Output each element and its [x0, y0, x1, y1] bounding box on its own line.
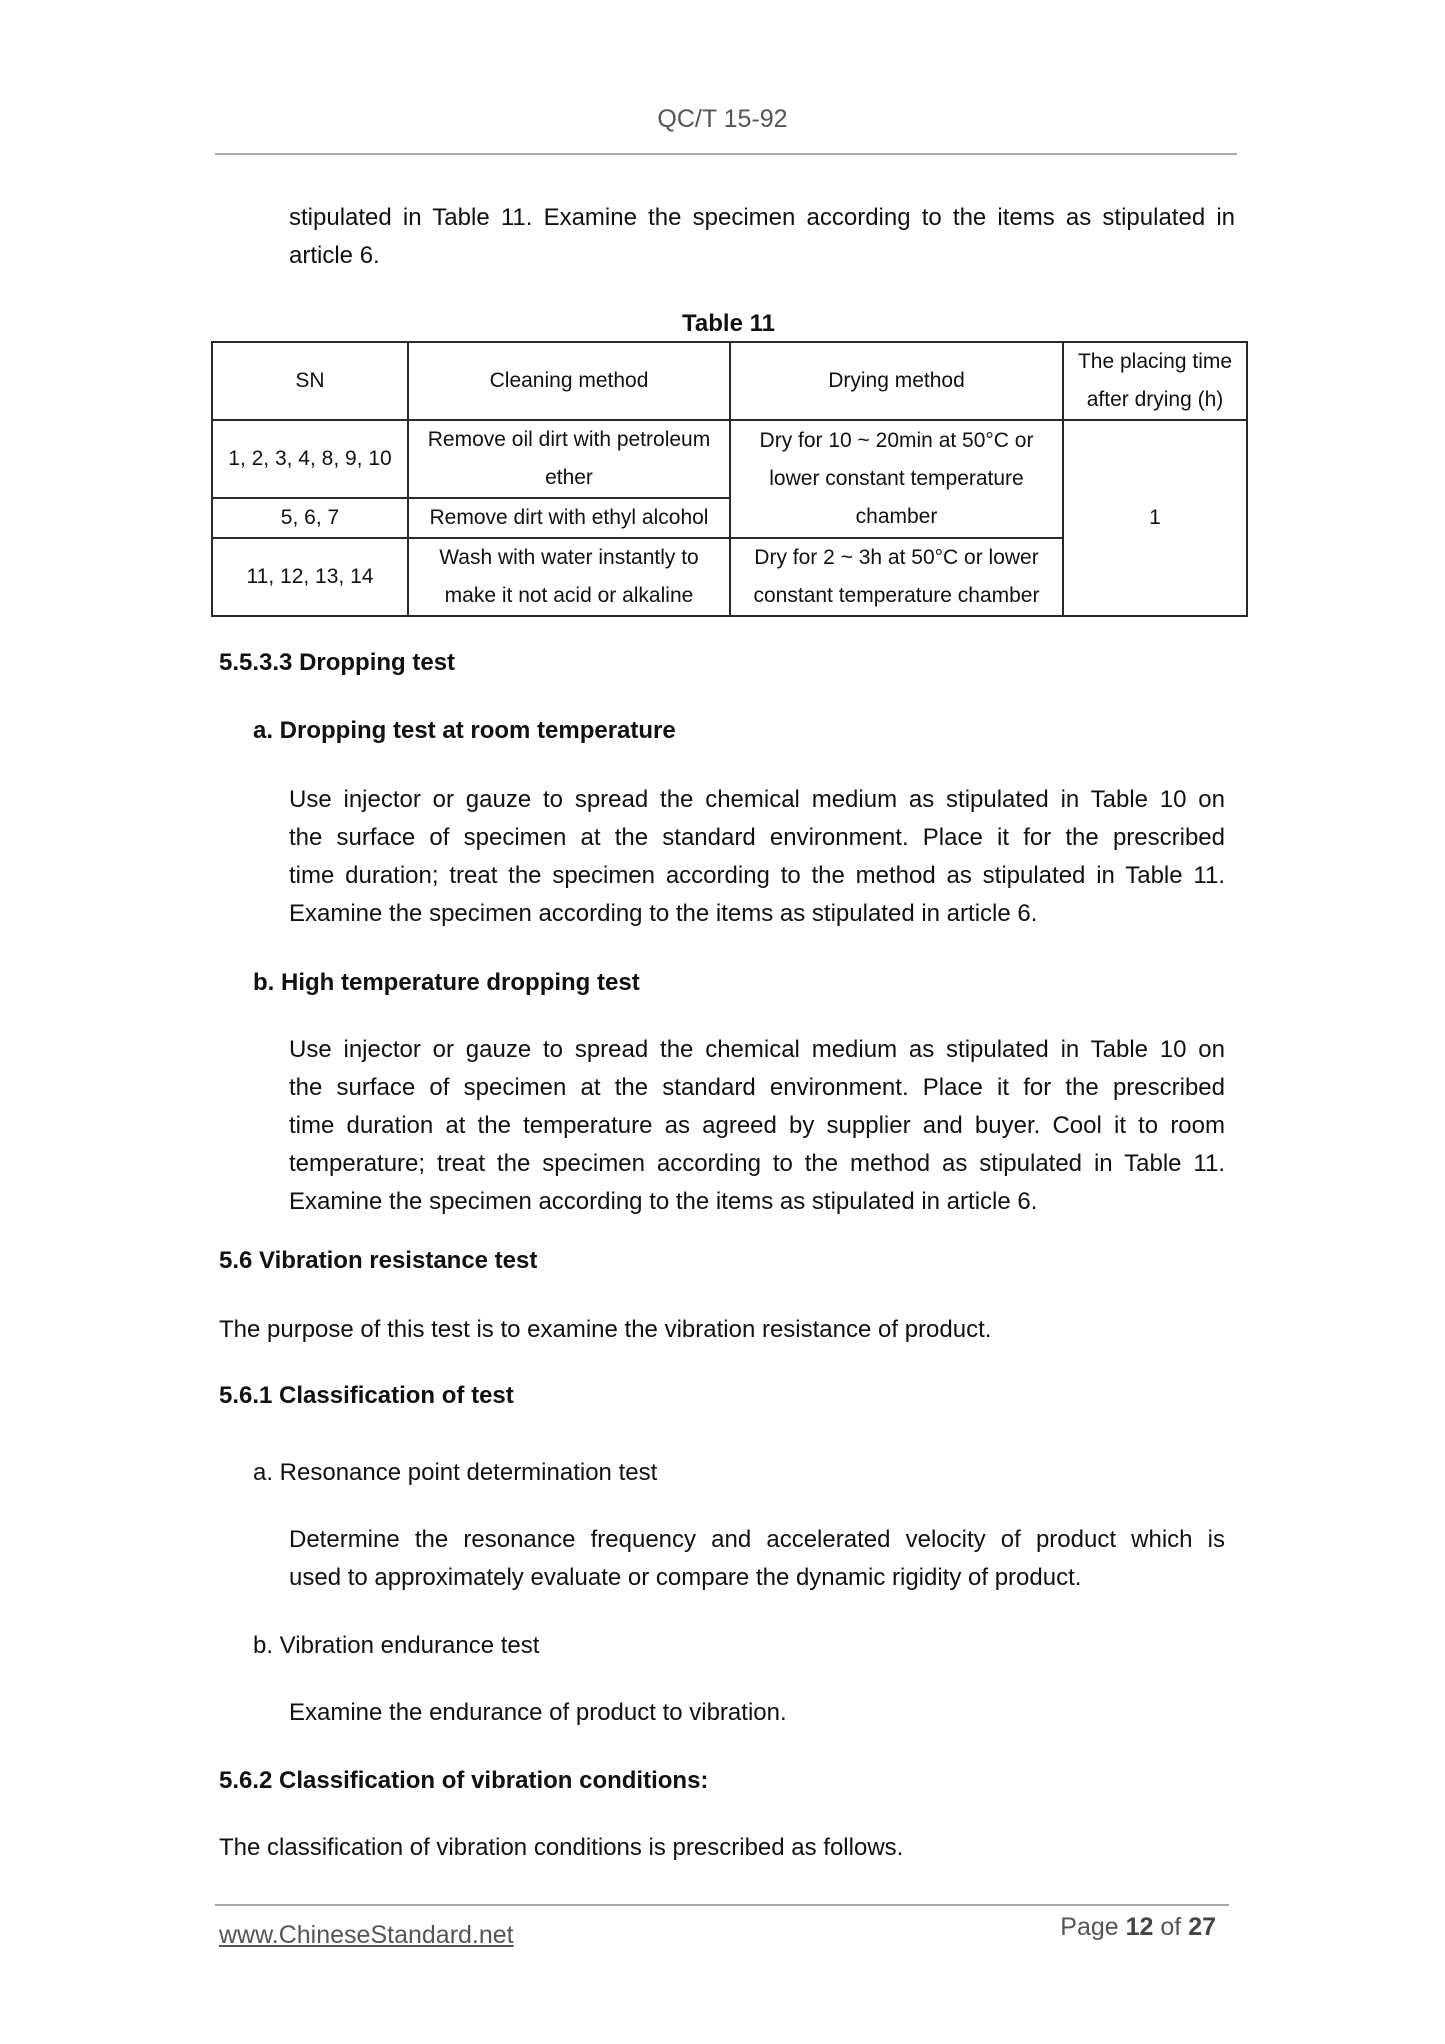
header-placing-time — [1063, 342, 1247, 420]
page-indicator — [1052, 1912, 1216, 1942]
resonance-para-line-2: used to approximately evaluate or compare the dynamic rigidity of product. — [289, 1564, 1082, 1591]
para-b-line-2: the surface of specimen at the standard environment. Place it for the prescribed — [289, 1074, 1225, 1101]
purpose-text: The purpose of this test is to examine the vibration resistance of product. — [219, 1316, 992, 1343]
subheading-b-high-temp: b. High temperature dropping test — [253, 969, 640, 996]
header-placing-time-line1: The placing time — [1077, 350, 1233, 373]
item-a-resonance: a. Resonance point determination test — [253, 1459, 658, 1486]
footer-divider — [215, 1904, 1229, 1906]
page-label: Page — [1060, 1913, 1119, 1941]
table-header-row — [212, 342, 1247, 420]
cell-drying-method-merged — [730, 420, 1063, 538]
intro-line-1: stipulated in Table 11. Examine the specimen according to the items as stipulated in — [289, 204, 1235, 231]
section-heading-5533: 5.5.3.3 Dropping test — [219, 649, 456, 676]
section-heading-562: 5.6.2 Classification of vibration conditions: — [219, 1767, 709, 1794]
para-b-line-1: Use injector or gauze to spread the chemical medium as stipulated in Table 10 on — [289, 1036, 1225, 1063]
cell-drying-method — [730, 538, 1063, 616]
header-placing-time-line2: after drying (h) — [1086, 388, 1224, 411]
cell-text-line: Dry for 2 ~ 3h at 50°C or lower — [754, 546, 1039, 569]
cell-text-line: constant temperature chamber — [753, 584, 1040, 607]
intro-line-2: article 6. — [289, 242, 380, 269]
header-sn: SN — [212, 342, 408, 420]
cell-text-line: Dry for 10 ~ 20min at 50°C or — [759, 429, 1034, 452]
cell-sn: 5, 6, 7 — [212, 498, 408, 538]
table-11 — [211, 341, 1248, 617]
cell-placing-time-merged: 1 — [1063, 420, 1247, 616]
cell-sn: 11, 12, 13, 14 — [212, 538, 408, 616]
para-a-line-4: Examine the specimen according to the items as stipulated in article 6. — [289, 900, 1038, 927]
para-b-line-5: Examine the specimen according to the items as stipulated in article 6. — [289, 1188, 1038, 1215]
page-current: 12 — [1125, 1913, 1154, 1941]
cell-text-line: make it not acid or alkaline — [444, 584, 694, 607]
page-total: 27 — [1188, 1913, 1216, 1941]
cell-text-line: ether — [545, 466, 593, 489]
cell-cleaning-method — [408, 538, 730, 616]
endurance-text: Examine the endurance of product to vibration. — [289, 1699, 787, 1726]
header-drying-method: Drying method — [730, 342, 1063, 420]
subheading-a-room-temp: a. Dropping test at room temperature — [253, 717, 676, 744]
item-b-endurance: b. Vibration endurance test — [253, 1632, 540, 1659]
para-a-line-1: Use injector or gauze to spread the chemical medium as stipulated in Table 10 on — [289, 786, 1225, 813]
table-caption: Table 11 — [682, 310, 775, 337]
para-a-line-3: time duration; treat the specimen according to the method as stipulated in Table 11. — [289, 862, 1225, 889]
resonance-para-line-1: Determine the resonance frequency and accelerated velocity of product which is — [289, 1526, 1225, 1553]
page-of-label: of — [1160, 1913, 1182, 1941]
para-a-line-2: the surface of specimen at the standard environment. Place it for the prescribed — [289, 824, 1225, 851]
section-heading-561: 5.6.1 Classification of test — [219, 1382, 514, 1409]
website-link[interactable]: www.ChineseStandard.net — [219, 1921, 514, 1949]
header-divider — [215, 153, 1237, 155]
header-cleaning-method: Cleaning method — [408, 342, 730, 420]
para-b-line-3: time duration at the temperature as agreed by supplier and buyer. Cool it to room — [289, 1112, 1225, 1139]
cell-cleaning-method — [408, 420, 730, 498]
table-row — [212, 420, 1247, 498]
para-b-line-4: temperature; treat the specimen according to the method as stipulated in Table 11. — [289, 1150, 1225, 1177]
document-code-header: QC/T 15-92 — [657, 105, 788, 133]
cell-text-line: lower constant temperature — [769, 467, 1024, 490]
section-heading-56: 5.6 Vibration resistance test — [219, 1247, 538, 1274]
cell-cleaning-method: Remove dirt with ethyl alcohol — [408, 498, 730, 538]
cell-text-line: chamber — [855, 505, 938, 528]
classification-text: The classification of vibration conditions is prescribed as follows. — [219, 1834, 904, 1861]
cell-text-line: Wash with water instantly to — [439, 546, 699, 569]
cell-sn: 1, 2, 3, 4, 8, 9, 10 — [212, 420, 408, 498]
cell-text-line: Remove oil dirt with petroleum — [427, 428, 711, 451]
